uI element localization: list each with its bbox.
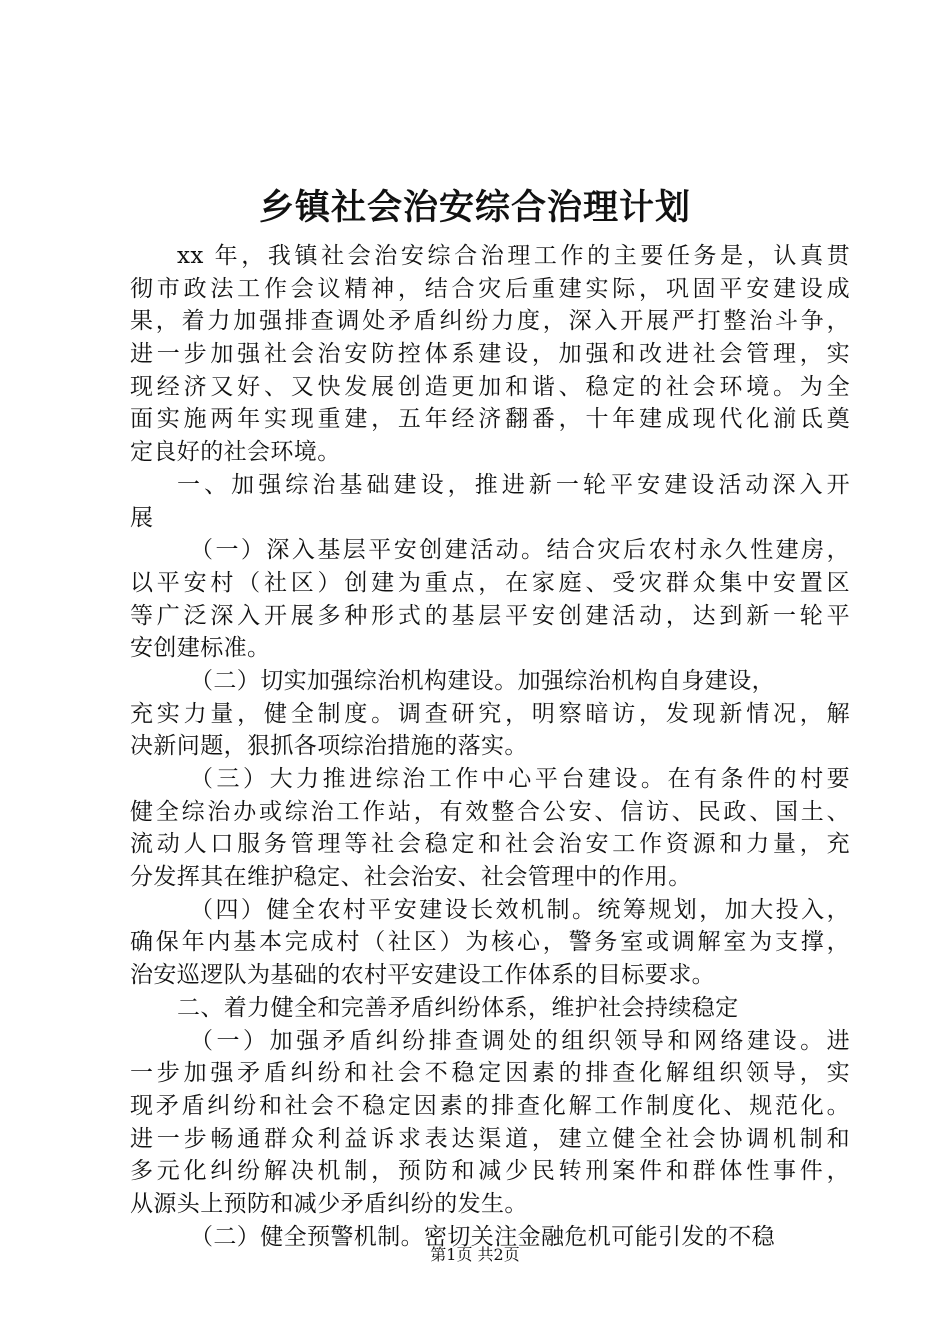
subsection-line: （二）切实加强综治机构建设。加强综治机构自身建设， <box>190 667 775 694</box>
section-heading: 二、着力健全和完善矛盾纠纷体系，维护社会持续稳定 <box>177 994 739 1021</box>
subsection-line: （二）健全预警机制。密切关注金融危机可能引发的不稳 <box>190 1223 775 1250</box>
text-line: 进一步加强社会治安防控体系建设，加强和改进社会管理，实 <box>130 341 850 368</box>
text-line: 分发挥其在维护稳定、社会治安、社会管理中的作用。 <box>130 864 692 891</box>
text-line: 以平安村（社区）创建为重点，在家庭、受灾群众集中安置区 <box>130 569 850 596</box>
text-line: 展 <box>130 504 154 531</box>
text-line: 面实施两年实现重建，五年经济翻番，十年建成现代化湔氐奠 <box>130 406 850 433</box>
text-line: 从源头上预防和减少矛盾纠纷的发生。 <box>130 1190 528 1217</box>
text-line: 多元化纠纷解决机制，预防和减少民转刑案件和群体性事件， <box>130 1158 850 1185</box>
document-title: 乡镇社会治安综合治理计划 <box>258 187 691 228</box>
text-line: 进一步畅通群众利益诉求表达渠道，建立健全社会协调机制和 <box>130 1125 850 1152</box>
text-line: 彻市政法工作会议精神，结合灾后重建实际，巩固平安建设成 <box>130 275 850 302</box>
text-line: 健全综治办或综治工作站，有效整合公安、信访、民政、国土、 <box>130 798 850 825</box>
subsection-line: （四）健全农村平安建设长效机制。统筹规划，加大投入， <box>190 896 850 923</box>
text-line: 确保年内基本完成村（社区）为核心，警务室或调解室为支撑， <box>130 929 850 956</box>
text-line: 流动人口服务管理等社会稳定和社会治安工作资源和力量，充 <box>130 831 850 858</box>
page-footer: 第1页 共2页 <box>430 1245 520 1264</box>
text-line: 一步加强矛盾纠纷和社会不稳定因素的排查化解组织领导，实 <box>130 1060 850 1087</box>
subsection-line: （一）深入基层平安创建活动。结合灾后农村永久性建房， <box>190 537 850 564</box>
text-line: xx 年，我镇社会治安综合治理工作的主要任务是，认真贯 <box>177 243 850 269</box>
section-heading: 一、加强综治基础建设，推进新一轮平安建设活动深入开 <box>177 471 850 498</box>
text-line: 安创建标准。 <box>130 635 271 662</box>
subsection-line: （三）大力推进综治工作中心平台建设。在有条件的村要 <box>190 766 850 792</box>
text-line: 定良好的社会环境。 <box>130 439 341 466</box>
document-body <box>130 240 850 1253</box>
text-line: 现经济又好、又快发展创造更加和谐、稳定的社会环境。为全 <box>130 373 850 400</box>
text-line: 治安巡逻队为基础的农村平安建设工作体系的目标要求。 <box>130 962 715 989</box>
text-line: 果，着力加强排查调处矛盾纠纷力度，深入开展严打整治斗争， <box>130 308 850 335</box>
text-line: 等广泛深入开展多种形式的基层平安创建活动，达到新一轮平 <box>130 602 850 629</box>
text-line: 决新问题，狠抓各项综治措施的落实。 <box>130 733 528 760</box>
subsection-line: （一）加强矛盾纠纷排查调处的组织领导和网络建设。进 <box>190 1027 850 1054</box>
text-line: 充实力量，健全制度。调查研究，明察暗访，发现新情况，解 <box>130 700 850 727</box>
text-line: 现矛盾纠纷和社会不稳定因素的排查化解工作制度化、规范化。 <box>130 1092 850 1119</box>
